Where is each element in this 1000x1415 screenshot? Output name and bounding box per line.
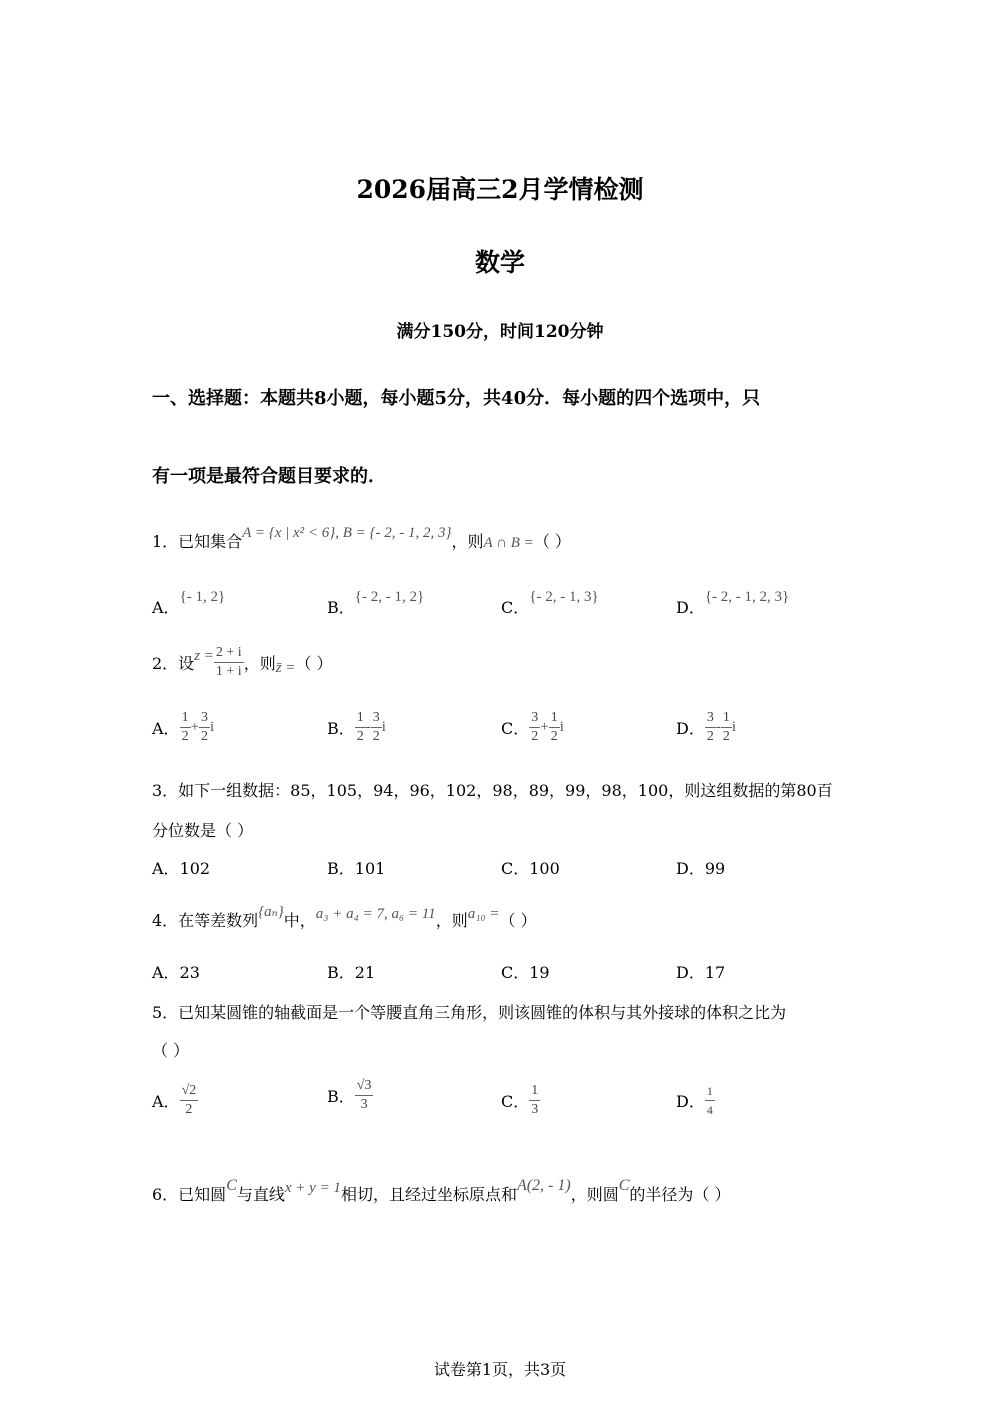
q4-option-d [676, 960, 725, 983]
q2-math-z: z = [194, 648, 214, 664]
q2-option-a [152, 709, 214, 746]
q1-prefix: 1．已知集合 [152, 532, 243, 551]
q1-option-a [152, 589, 226, 618]
option-letter: A． [152, 963, 180, 982]
q4-mid: 中， [283, 911, 316, 930]
q6-math-point: A(2, - 1) [516, 1177, 571, 1194]
option-letter: C． [501, 963, 530, 982]
imaginary-unit: i [731, 719, 737, 735]
option-frac-2 [721, 709, 732, 746]
option-frac-1 [705, 709, 716, 746]
section-heading-line2: 有一项是最符合题目要求的． [152, 466, 386, 487]
fraction-numerator: 2 + i [214, 644, 244, 663]
question-3-line1: 3．如下一组数据：85，105，94，96，102，98，89，99，98，100，则这组数据的第80百 [152, 781, 833, 800]
q4-prefix: 4．在等差数列 [152, 911, 259, 930]
option-value: {- 1, 2} [179, 589, 226, 605]
q6-mid2: 相切，且经过坐标原点和 [340, 1185, 517, 1204]
option-frac-1 [355, 709, 366, 746]
fraction-numerator: 1 [180, 709, 191, 728]
option-frac-2 [371, 709, 382, 746]
exam-meta: 满分150分，时间120分钟 [396, 322, 604, 342]
q4-option-a [152, 960, 200, 983]
q1-option-b [327, 589, 425, 618]
question-4 [152, 904, 537, 931]
option-value: {- 2, - 1, 3} [529, 589, 599, 605]
option-letter: C． [501, 859, 530, 878]
question-2 [152, 644, 333, 681]
q6-math-c: C [226, 1177, 237, 1194]
fraction-denominator: 2 [356, 729, 364, 744]
fraction-denominator: 2 [722, 729, 730, 744]
option-letter: A． [152, 1092, 180, 1111]
question-6 [152, 1177, 731, 1205]
option-value: 17 [704, 963, 726, 982]
option-letter: D． [676, 963, 705, 982]
option-letter: D． [676, 598, 705, 617]
fraction-denominator: 4 [706, 1103, 713, 1117]
q6-suffix: 的半径为（ ） [629, 1185, 731, 1204]
page-footer: 试卷第1页，共3页 [433, 1360, 567, 1379]
fraction-denominator: 2 [550, 729, 558, 744]
option-letter: C． [501, 719, 530, 738]
q4-option-c [501, 960, 550, 983]
option-operator: - [715, 719, 721, 735]
option-value: 23 [179, 963, 200, 982]
option-fraction [705, 1082, 715, 1119]
option-letter: B． [327, 598, 355, 617]
option-letter: A． [152, 598, 180, 617]
option-letter: C． [501, 1092, 530, 1111]
option-value: {- 2, - 1, 2} [354, 589, 425, 605]
q6-mid3: ，则圆 [570, 1185, 619, 1204]
q2-suffix: （ ） [295, 654, 333, 673]
option-operator: + [540, 719, 549, 735]
imaginary-unit: i [559, 719, 564, 735]
fraction-numerator: √2 [180, 1082, 199, 1101]
q1-option-c [501, 589, 599, 618]
exam-subject: 数学 [474, 248, 525, 277]
fraction-numerator: 1 [355, 709, 366, 728]
fraction-numerator: 1 [529, 1082, 540, 1101]
option-value: 21 [354, 963, 376, 982]
q6-math-c2: C [618, 1177, 630, 1194]
q3-option-b [327, 856, 385, 879]
option-frac-2 [199, 709, 210, 746]
fraction-numerator: 3 [529, 709, 540, 728]
question-5-line2: （ ） [152, 1041, 190, 1060]
fraction-numerator: √3 [355, 1077, 374, 1096]
fraction-denominator: 2 [706, 729, 714, 744]
q3-option-c [501, 856, 560, 879]
fraction-denominator: 1 + i [215, 664, 242, 679]
option-value: 102 [179, 859, 211, 878]
q2-fraction [214, 644, 244, 681]
section-heading-line1: 一、选择题：本题共8小题，每小题5分，共40分．每小题的四个选项中，只 [152, 388, 761, 409]
option-value: 19 [529, 963, 550, 982]
fraction-denominator: 2 [181, 729, 189, 744]
fraction-numerator: 3 [371, 709, 382, 728]
option-letter: A． [152, 859, 180, 878]
q1-suffix: （ ） [533, 532, 571, 551]
option-operator: + [190, 719, 200, 735]
q2-mid: ，则 [243, 654, 276, 673]
option-value: 100 [529, 859, 560, 878]
option-letter: C． [501, 598, 530, 617]
option-letter: D． [676, 1092, 705, 1111]
fraction-numerator: 1 [549, 709, 560, 728]
q3-option-a [152, 856, 210, 879]
fraction-numerator: 1 [705, 1082, 715, 1101]
q4-math-a10: a₁₀ = [467, 906, 500, 922]
q2-option-b [327, 709, 386, 746]
q4-option-b [327, 960, 375, 983]
q5-option-a [152, 1082, 198, 1119]
q5-option-d [676, 1082, 715, 1119]
option-letter: A． [152, 719, 180, 738]
q6-mid: 与直线 [236, 1185, 285, 1204]
option-frac-2 [549, 709, 560, 746]
fraction-numerator: 1 [721, 709, 732, 728]
fraction-numerator: 3 [705, 709, 716, 728]
fraction-denominator: 2 [531, 729, 539, 744]
q6-math-line: x + y = 1 [284, 1180, 341, 1196]
q2-option-d [676, 709, 736, 746]
fraction-denominator: 3 [360, 1097, 368, 1112]
q1-math-sets: A = {x | x² < 6}, B = {- 2, - 1, 2, 3} [242, 525, 452, 541]
q2-math-zbar: z̄ = [275, 660, 296, 676]
question-5-line1: 5．已知某圆锥的轴截面是一个等腰直角三角形，则该圆锥的体积与其外接球的体积之比为 [152, 1003, 787, 1022]
option-operator: - [365, 719, 371, 735]
q6-prefix: 6．已知圆 [152, 1185, 227, 1204]
q5-option-c [501, 1082, 540, 1119]
q2-prefix: 2．设 [152, 654, 195, 673]
imaginary-unit: i [381, 719, 386, 735]
option-letter: B． [327, 963, 355, 982]
fraction-denominator: 3 [531, 1102, 539, 1117]
fraction-numerator: 3 [199, 709, 210, 728]
question-3-line2: 分位数是（ ） [152, 821, 254, 840]
option-fraction [355, 1077, 374, 1114]
option-fraction [180, 1082, 199, 1119]
q1-math-intersection: A ∩ B = [483, 535, 534, 551]
option-letter: B． [327, 719, 355, 738]
fraction-denominator: 2 [201, 729, 209, 744]
imaginary-unit: i [210, 719, 215, 735]
q1-option-d [676, 589, 790, 618]
option-value: {- 2, - 1, 2, 3} [704, 589, 790, 605]
question-1 [152, 525, 571, 552]
option-letter: D． [676, 859, 705, 878]
q4-math-seq: {aₙ} [258, 904, 284, 920]
option-letter: B． [327, 1087, 355, 1106]
q4-math-cond: a₃ + a₄ = 7, a₆ = 11 [315, 906, 436, 922]
option-value: 99 [704, 859, 726, 878]
option-letter: D． [676, 719, 705, 738]
q4-suffix: （ ） [499, 911, 537, 930]
q3-option-d [676, 856, 725, 879]
q5-option-b [327, 1077, 373, 1114]
option-fraction [529, 1082, 540, 1119]
fraction-denominator: 2 [185, 1102, 193, 1117]
q4-mid2: ，则 [435, 911, 468, 930]
option-frac-1 [529, 709, 540, 746]
option-letter: B． [327, 859, 355, 878]
fraction-denominator: 2 [372, 729, 380, 744]
exam-title: 2026届高三2月学情检测 [356, 175, 644, 204]
option-value: 101 [354, 859, 386, 878]
option-frac-1 [180, 709, 191, 746]
q2-option-c [501, 709, 564, 746]
q1-mid: ，则 [451, 532, 484, 551]
